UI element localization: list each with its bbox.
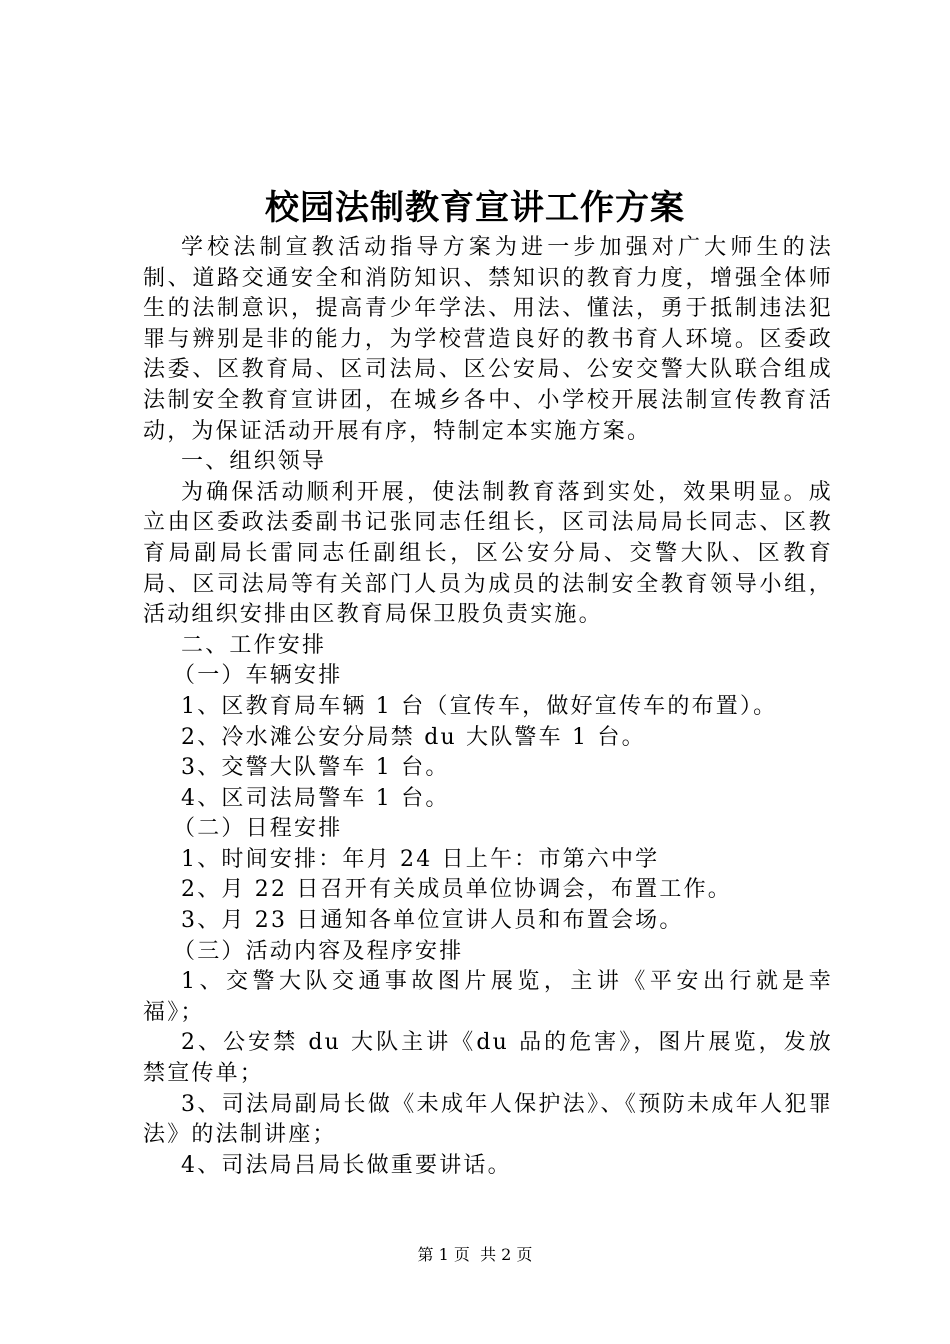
list-item: 4、司法局吕局长做重要讲话。	[181, 1152, 512, 1178]
list-item: 3、交警大队警车 1 台。	[181, 755, 450, 781]
section-heading-organization: 一、组织领导	[181, 449, 327, 475]
page-title: 校园法制教育宣讲工作方案	[265, 188, 685, 228]
list-item: 2、公安禁 du 大队主讲《du 品的危害》，图片展览，发放禁宣传单；	[143, 1030, 833, 1087]
list-item: 1、区教育局车辆 1 台（宣传车，做好宣传车的布置）。	[181, 693, 778, 719]
page-footer	[0, 1244, 950, 1266]
organization-paragraph: 为确保活动顺利开展，使法制教育落到实处，效果明显。成立由区委政法委副书记张同志任组长，区司法局局长同志、区教育局副局长雷同志任副组长，区公安分局、交警大队、区教育局、区司法局等有关部门人员为成员的法制安全教育领导小组，活动组织安排由区教育局保卫股负责实施。	[143, 479, 833, 628]
list-item: 2、月 22 日召开有关成员单位协调会，布置工作。	[181, 877, 732, 903]
list-item: 1、时间安排：年月 24 日上午：市第六中学	[181, 846, 660, 872]
list-item: 1、交警大队交通事故图片展览，主讲《平安出行就是幸福》；	[143, 969, 833, 1025]
section-heading-work-arrangement: 二、工作安排	[181, 632, 327, 658]
subsection-heading-activities: （三）活动内容及程序安排	[173, 938, 464, 964]
subsection-heading-vehicles: （一）车辆安排	[173, 663, 343, 689]
page-number-label: 第 1 页 共 2 页	[417, 1245, 533, 1264]
list-item: 3、月 23 日通知各单位宣讲人员和布置会场。	[181, 908, 684, 934]
list-item: 2、冷水滩公安分局禁 du 大队警车 1 台。	[181, 724, 646, 750]
intro-paragraph: 学校法制宣教活动指导方案为进一步加强对广大师生的法制、道路交通安全和消防知识、禁知识的教育力度，增强全体师生的法制意识，提高青少年学法、用法、懂法，勇于抵制违法犯罪与辨别是非的能力，为学校营造良好的教书育人环境。区委政法委、区教育局、区司法局、区公安局、公安交警大队联合组成法制安全教育宣讲团，在城乡各中、小学校开展法制宣传教育活动，为保证活动开展有序，特制定本实施方案。	[143, 235, 833, 444]
document-body	[143, 233, 833, 1181]
list-item: 4、区司法局警车 1 台。	[181, 785, 450, 811]
subsection-heading-schedule: （二）日程安排	[173, 816, 343, 842]
list-item: 3、司法局副局长做《未成年人保护法》、《预防未成年人犯罪法》的法制讲座；	[143, 1091, 833, 1148]
